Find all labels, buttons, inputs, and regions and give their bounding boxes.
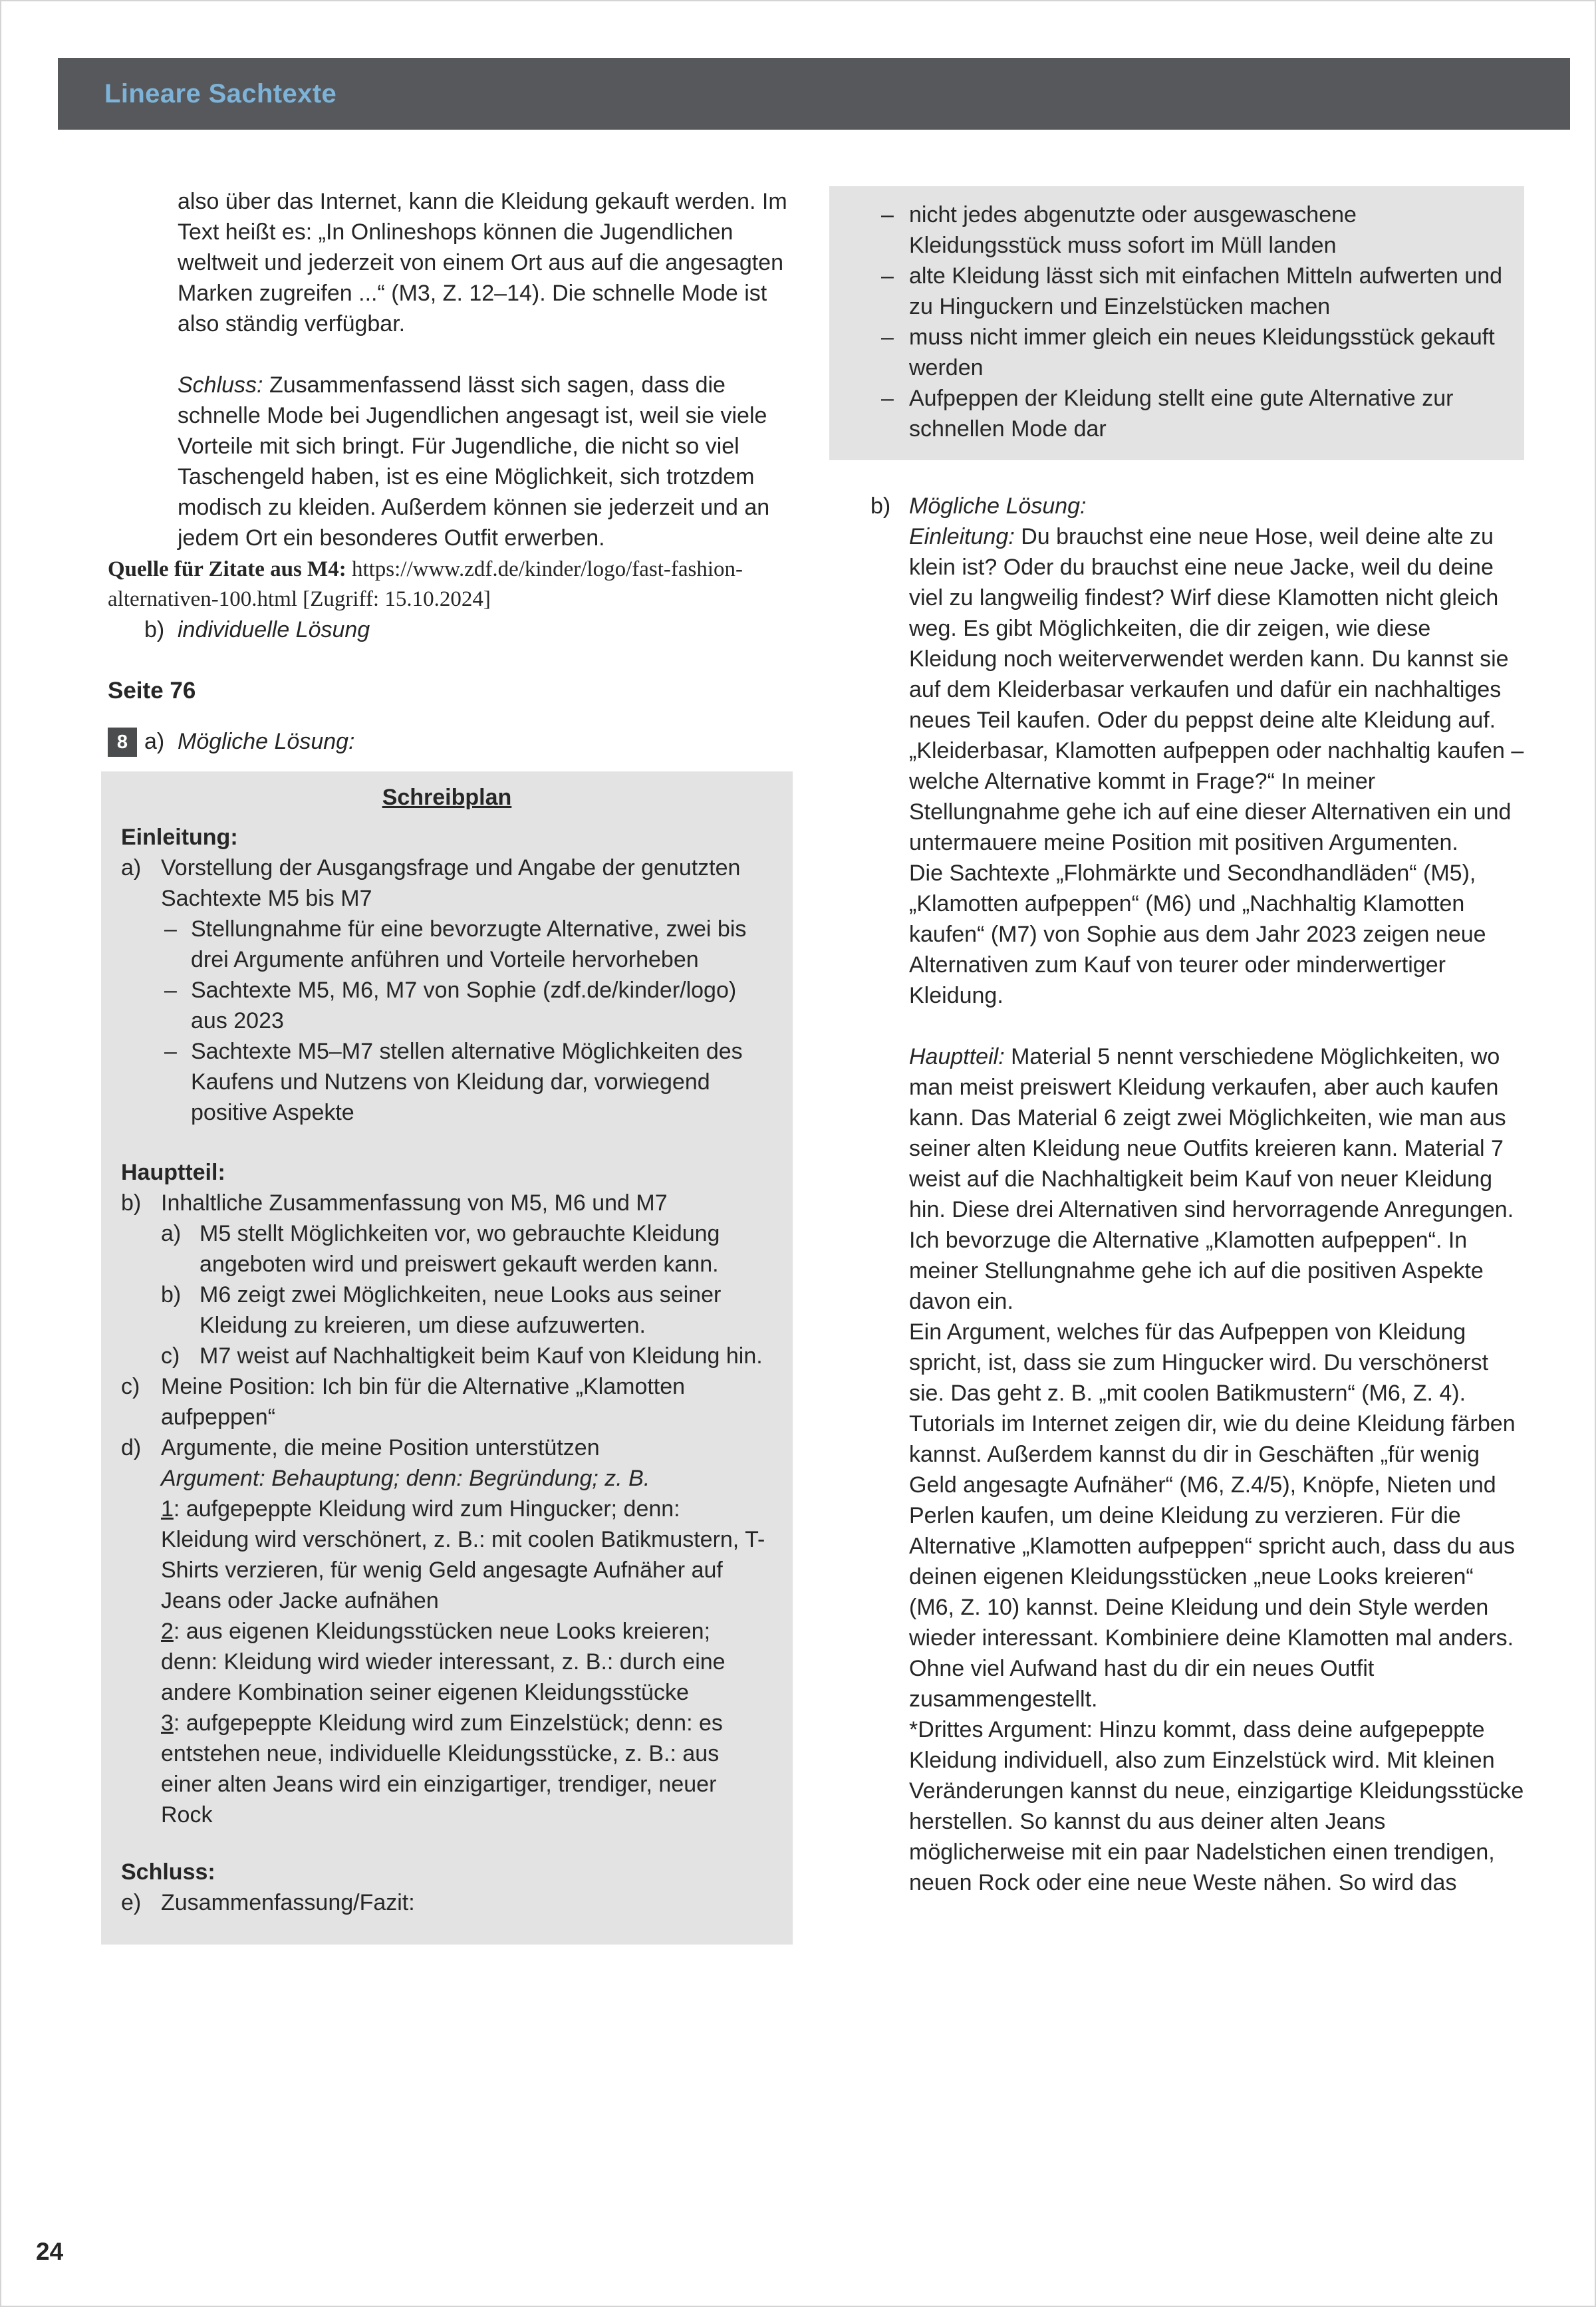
einleitung-label: Einleitung: xyxy=(909,524,1015,549)
dash-text: Sachtexte M5–M7 stellen alternative Möglichkeiten des Kaufens und Nutzens von Kleidung dar, vorwiegend positive Aspekte xyxy=(191,1039,743,1125)
item-label: d) xyxy=(121,1435,142,1460)
box-dash-item xyxy=(881,261,1506,322)
argument-3 xyxy=(161,1708,773,1830)
item-text: Vorstellung der Ausgangsfrage und Angabe der genutzten Sachtexte M5 bis M7 xyxy=(161,855,741,911)
task-part-label: a) xyxy=(144,729,165,754)
schreibplan-continuation-box xyxy=(829,186,1524,460)
schreibplan-dash-item xyxy=(164,1036,773,1128)
source-url: https://www.zdf.de/kinder/logo/fast-fashion-alternativen-100.html xyxy=(108,557,743,611)
argument-1 xyxy=(161,1494,773,1616)
box-dash-item xyxy=(881,200,1506,261)
schreibplan-dash-item xyxy=(164,975,773,1036)
item-text: Meine Position: Ich bin für die Alternative „Klamotten aufpeppen“ xyxy=(161,1374,686,1430)
box-dash-item xyxy=(881,383,1506,444)
dash-text: muss nicht immer gleich ein neues Kleidungsstück gekauft werden xyxy=(909,325,1495,380)
dash-text: Aufpeppen der Kleidung stellt eine gute Alternative zur schnellen Mode dar xyxy=(909,386,1454,442)
schreibplan-dash-item xyxy=(164,914,773,975)
left-column xyxy=(108,186,793,1945)
drittes-argument-paragraph: *Drittes Argument: Hinzu kommt, dass deine aufgepeppte Kleidung individuell, also zum Einzelstück wird. Mit kleinen Veränderungen kannst du neue, einzigartige Kleidungsstücke herstellen. So kannst du aus deiner alten Jeans möglicherweise mit ein paar Nadelstichen einen trendigen, neuen Rock oder eine neue Weste nähen. So wird das xyxy=(909,1717,1524,1895)
item-label: e) xyxy=(121,1890,142,1915)
einleitung-section-label: Einleitung: xyxy=(121,825,238,850)
argument-number: 1 xyxy=(161,1496,174,1522)
dash-marker: – xyxy=(164,916,177,942)
item-label: c) xyxy=(121,1374,140,1399)
source-access-date: [Zugriff: 15.10.2024] xyxy=(303,587,491,611)
schreibplan-item-a xyxy=(121,853,773,914)
schreibplan-sub-item xyxy=(161,1280,773,1341)
content-columns xyxy=(108,186,1524,1945)
item-label: a) xyxy=(121,855,142,881)
argument-number: 3 xyxy=(161,1710,174,1736)
schluss-section-label: Schluss: xyxy=(121,1859,215,1885)
right-column xyxy=(829,186,1524,1945)
schreibplan-item-d xyxy=(121,1432,773,1463)
item-text: Zusammenfassung/Fazit: xyxy=(161,1890,415,1915)
hauptteil-text: Material 5 nennt verschiedene Möglichkeiten, wo man meist preiswert Kleidung verkaufen, aber auch kaufen kann. Das Material 6 zeigt zwei Möglichkeiten, wie man aus seiner alten Kleidung neue Outfits kreieren kann. Material 7 weist auf die Nachhaltigkeit beim Kauf von neuer Kleidung hin. Diese drei Alternativen sind hervorragende Anregungen. Ich bevorzuge die Alternative „Klamotten aufpeppen“. In meiner Stellungnahme gehe ich auf die positiven Aspekte davon ein. xyxy=(909,1044,1514,1314)
hauptteil-paragraph xyxy=(909,1041,1524,1317)
argument-text: : aufgepeppte Kleidung wird zum Einzelstück; denn: es entstehen neue, individuelle Kleidungsstücke, z. B.: aus einer alten Jeans wird ein einzigartiger, trendiger, neuer Rock xyxy=(161,1710,723,1828)
argumente-paragraph: Ein Argument, welches für das Aufpeppen von Kleidung spricht, ist, dass sie zum Hingucker wird. Du verschönerst sie. Das geht z. B. „mit coolen Batikmustern“ (M6, Z. 4). Tutorials im Internet zeigen dir, wie du deine Kleidung färben kannst. Außerdem kannst du dir in Geschäften „für wenig Geld angesagte Aufnäher“ (M6, Z.4/5), Knöpfe, Nieten und Perlen kaufen, um deine Kleidung zu verzieren. Für die Alternative „Klamotten aufpeppen“ spricht auch, dass du aus deinen eigenen Kleidungsstücken „neue Looks kreieren“ (M6, Z. 10) kannst. Deine Kleidung und dein Style werden wieder interessant. Kombiniere deine Klamotten mal anders. Ohne viel Aufwand hast du dir ein neues Outfit zusammengestellt. xyxy=(909,1319,1516,1712)
item-label: a) xyxy=(161,1221,182,1246)
dash-text: Stellungnahme für eine bevorzugte Alternative, zwei bis drei Argumente anführen und Vorteile hervorheben xyxy=(191,916,747,972)
hauptteil-label: Hauptteil: xyxy=(909,1044,1005,1069)
item-text: M5 stellt Möglichkeiten vor, wo gebrauchte Kleidung angeboten wird und preiswert gekauft werden kann. xyxy=(200,1221,720,1277)
item-label: b) xyxy=(144,617,165,642)
item-label: b) xyxy=(121,1190,142,1216)
schreibplan-sub-item xyxy=(161,1341,773,1371)
einleitung-text: Du brauchst eine neue Hose, weil deine alte zu klein ist? Oder du brauchst eine neue Jacke, weil du deine viel zu langweilig findest? Wirf diese Klamotten nicht gleich weg. Es gibt Möglichkeiten, die dir zeigen, wie diese Kleidung noch weiterverwendet werden kann. Du kannst sie auf dem Kleiderbasar verkaufen und dafür ein nachhaltiges neues Teil kaufen. Oder du peppst deine alte Kleidung auf. xyxy=(909,524,1509,733)
task-8-row xyxy=(108,726,793,758)
page-reference-heading: Seite 76 xyxy=(108,678,196,704)
item-text: individuelle Lösung xyxy=(178,617,370,642)
schreibplan-sub-item xyxy=(161,1218,773,1280)
dash-marker: – xyxy=(881,386,894,411)
schluss-label: Schluss: xyxy=(178,372,263,398)
item-text: Mögliche Lösung: xyxy=(909,493,1087,519)
argument-scheme-line: Argument: Behauptung; denn: Begründung; z. B. xyxy=(161,1466,650,1491)
paragraph-schluss xyxy=(108,370,793,553)
source-citation-line xyxy=(108,555,793,614)
sachtexte-paragraph: Die Sachtexte „Flohmärkte und Secondhandläden“ (M5), „Klamotten aufpeppen“ (M6) und „Nachhaltig Klamotten kaufen“ (M7) von Sophie aus dem Jahr 2023 zeigen neue Alternativen zum Kauf von teurer oder minderwertiger Kleidung. xyxy=(909,861,1486,1008)
schluss-text: Zusammenfassend lässt sich sagen, dass die schnelle Mode bei Jugendlichen angesagt ist, weil sie viele Vorteile mit sich bringt. Für Jugendliche, die nicht so viel Taschengeld haben, ist es eine Möglichkeit, sich trotzdem modisch zu kleiden. Außerdem können sie jederzeit und an jedem Ort ein besonderes Outfit erwerben. xyxy=(178,372,770,551)
argument-text: : aus eigenen Kleidungsstücken neue Looks kreieren; denn: Kleidung wird wieder interessant, z. B.: durch eine andere Kombination seiner eigenen Kleidungsstücke xyxy=(161,1619,726,1705)
schreibplan-item-c xyxy=(121,1371,773,1432)
chapter-title: Lineare Sachtexte xyxy=(104,79,337,108)
chapter-header-band xyxy=(58,58,1570,130)
paragraph-online-kauf: also über das Internet, kann die Kleidung gekauft werden. Im Text heißt es: „In Onlineshops können die Jugendlichen weltweit und jederzeit von einem Ort aus auf die angesagten Marken zugreifen ...“ (M3, Z. 12–14). Die schnelle Mode ist also ständig verfügbar. xyxy=(178,189,787,337)
argument-number: 2 xyxy=(161,1619,174,1644)
dash-marker: – xyxy=(881,325,894,350)
box-dash-item xyxy=(881,322,1506,383)
item-label: b) xyxy=(870,493,891,519)
task-number-badge: 8 xyxy=(108,728,137,757)
item-label: c) xyxy=(161,1343,180,1369)
item-b-moegliche-loesung xyxy=(829,491,1524,521)
schreibplan-item-b xyxy=(121,1188,773,1218)
item-label: b) xyxy=(161,1282,182,1307)
page-number: 24 xyxy=(36,2238,64,2265)
schreibplan-title: Schreibplan xyxy=(382,785,512,810)
task-part-text: Mögliche Lösung: xyxy=(178,729,355,754)
item-text: M7 weist auf Nachhaltigkeit beim Kauf von Kleidung hin. xyxy=(200,1343,763,1369)
schreibplan-item-e xyxy=(121,1887,773,1918)
dash-text: alte Kleidung lässt sich mit einfachen Mitteln aufwerten und zu Hinguckern und Einzelstücken machen xyxy=(909,263,1503,319)
dash-text: Sachtexte M5, M6, M7 von Sophie (zdf.de/kinder/logo) aus 2023 xyxy=(191,978,737,1033)
frage-paragraph: „Kleiderbasar, Klamotten aufpeppen oder nachhaltig kaufen – welche Alternative kommt in Frage?“ In meiner Stellungnahme gehe ich auf eine dieser Alternativen ein und untermauere meine Position mit positiven Argumenten. xyxy=(909,738,1524,855)
dash-marker: – xyxy=(164,978,177,1003)
argument-2 xyxy=(161,1616,773,1708)
item-b-individuelle-loesung xyxy=(108,614,793,645)
einleitung-paragraph xyxy=(909,521,1524,736)
dash-marker: – xyxy=(164,1039,177,1064)
dash-text: nicht jedes abgenutzte oder ausgewaschene Kleidungsstück muss sofort im Müll landen xyxy=(909,202,1357,258)
source-label: Quelle für Zitate aus M4: xyxy=(108,557,346,581)
schreibplan-box xyxy=(101,771,793,1945)
dash-marker: – xyxy=(881,202,894,227)
item-text: M6 zeigt zwei Möglichkeiten, neue Looks aus seiner Kleidung zu kreieren, um diese aufzuwerten. xyxy=(200,1282,722,1338)
item-text: Argumente, die meine Position unterstützen xyxy=(161,1435,600,1460)
dash-marker: – xyxy=(881,263,894,289)
solution-essay xyxy=(829,521,1524,1898)
argument-text: : aufgepeppte Kleidung wird zum Hingucker; denn: Kleidung wird verschönert, z. B.: mit coolen Batikmustern, T-Shirts verzieren, für wenig Geld angesagte Aufnäher auf Jeans oder Jacke aufnähen xyxy=(161,1496,765,1613)
item-text: Inhaltliche Zusammenfassung von M5, M6 und M7 xyxy=(161,1190,668,1216)
hauptteil-section-label: Hauptteil: xyxy=(121,1160,225,1185)
